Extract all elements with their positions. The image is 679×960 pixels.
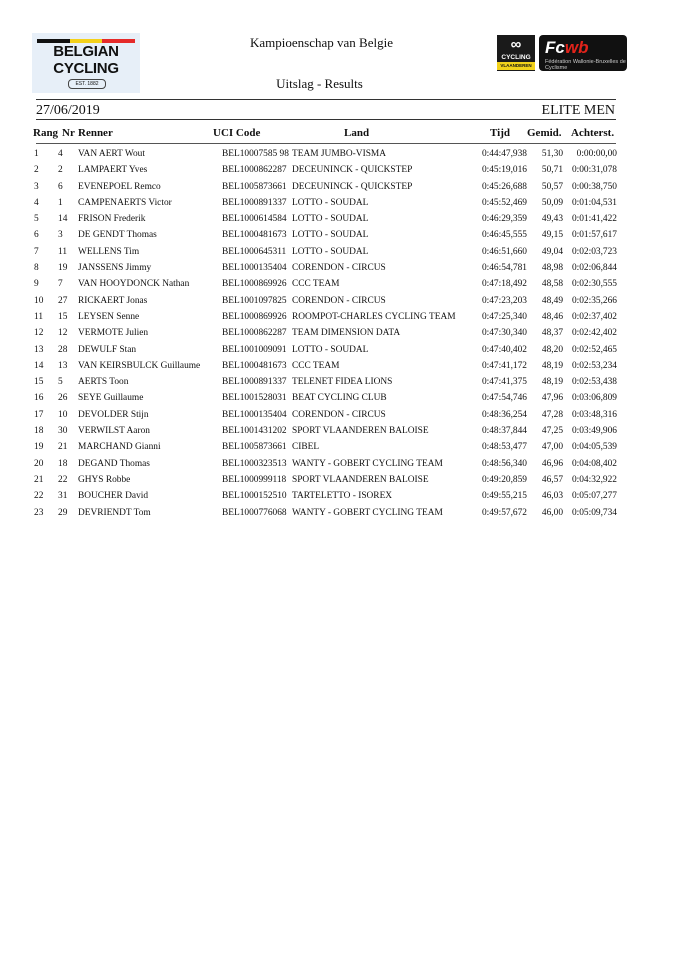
cell-uci-code: BEL1000891337 bbox=[222, 377, 287, 388]
cell-tijd: 0:45:26,688 bbox=[481, 181, 527, 192]
table-row bbox=[0, 374, 679, 390]
cell-achterst: 0:02:42,402 bbox=[571, 328, 617, 339]
cell-achterst: 0:00:31,078 bbox=[571, 165, 617, 176]
cell-rang: 10 bbox=[34, 295, 44, 306]
cell-nr: 30 bbox=[58, 426, 68, 437]
cell-rang: 21 bbox=[34, 474, 44, 485]
cell-achterst: 0:01:04,531 bbox=[571, 197, 617, 208]
cell-team: DECEUNINCK - QUICKSTEP bbox=[292, 181, 413, 192]
cell-renner: FRISON Frederik bbox=[78, 214, 146, 225]
cell-nr: 13 bbox=[58, 360, 68, 371]
cell-achterst: 0:02:35,266 bbox=[571, 295, 617, 306]
cell-renner: VERWILST Aaron bbox=[78, 426, 150, 437]
cell-renner: VAN HOOYDONCK Nathan bbox=[78, 279, 190, 290]
cell-uci-code: BEL1000481673 bbox=[222, 230, 287, 241]
table-row bbox=[0, 146, 679, 162]
col-gemid: Gemid. bbox=[527, 127, 562, 139]
race-date: 27/06/2019 bbox=[36, 103, 100, 118]
cell-nr: 18 bbox=[58, 458, 68, 469]
cell-achterst: 0:02:37,402 bbox=[571, 311, 617, 322]
col-nr: Nr bbox=[62, 127, 75, 139]
table-row bbox=[0, 227, 679, 243]
cell-tijd: 0:47:41,375 bbox=[481, 377, 527, 388]
header-rule-bottom bbox=[36, 119, 616, 120]
cell-nr: 2 bbox=[58, 165, 63, 176]
table-row bbox=[0, 342, 679, 358]
cell-achterst: 0:05:07,277 bbox=[571, 491, 617, 502]
cell-nr: 19 bbox=[58, 263, 68, 274]
cell-achterst: 0:02:06,844 bbox=[571, 263, 617, 274]
logo-est-badge: EST. 1882 bbox=[68, 79, 106, 89]
cell-team: CORENDON - CIRCUS bbox=[292, 263, 386, 274]
cell-achterst: 0:04:05,539 bbox=[571, 442, 617, 453]
race-category: ELITE MEN bbox=[541, 103, 615, 118]
cell-team: TELENET FIDEA LIONS bbox=[292, 377, 393, 388]
cell-nr: 11 bbox=[58, 246, 68, 257]
cell-achterst: 0:02:30,555 bbox=[571, 279, 617, 290]
col-tijd: Tijd bbox=[490, 127, 510, 139]
cell-gemid: 48,98 bbox=[541, 263, 563, 274]
fcwb-wb: wb bbox=[564, 38, 589, 57]
table-row bbox=[0, 195, 679, 211]
cell-uci-code: BEL1000891337 bbox=[222, 197, 287, 208]
table-row bbox=[0, 505, 679, 521]
cell-tijd: 0:45:52,469 bbox=[481, 197, 527, 208]
cell-nr: 26 bbox=[58, 393, 68, 404]
cell-rang: 20 bbox=[34, 458, 44, 469]
cell-nr: 15 bbox=[58, 311, 68, 322]
cell-gemid: 51,30 bbox=[541, 149, 563, 159]
cell-tijd: 0:49:57,672 bbox=[481, 507, 527, 518]
cell-nr: 12 bbox=[58, 328, 68, 339]
cell-gemid: 47,00 bbox=[541, 442, 563, 453]
cell-achterst: 0:01:41,422 bbox=[571, 214, 617, 225]
cell-renner: BOUCHER David bbox=[78, 491, 149, 502]
cell-gemid: 49,04 bbox=[541, 246, 563, 257]
cell-uci-code: BEL1000645311 bbox=[222, 246, 287, 257]
cell-gemid: 48,20 bbox=[541, 344, 563, 355]
cell-uci-code: BEL1001528031 bbox=[222, 393, 287, 404]
table-row bbox=[0, 456, 679, 472]
col-renner: Renner bbox=[78, 127, 113, 139]
results-subtitle: Uitslag - Results bbox=[276, 76, 363, 91]
cell-uci-code: BEL1000862287 bbox=[222, 165, 287, 176]
championship-title: Kampioenschap van Belgie bbox=[250, 35, 393, 50]
cell-rang: 22 bbox=[34, 491, 44, 502]
cell-gemid: 48,19 bbox=[541, 360, 563, 371]
cell-renner: GHYS Robbe bbox=[78, 474, 131, 485]
cell-renner: DEGAND Thomas bbox=[78, 458, 150, 469]
cell-achterst: 0:02:53,234 bbox=[571, 360, 617, 371]
cell-tijd: 0:48:37,844 bbox=[481, 426, 527, 437]
table-row bbox=[0, 162, 679, 178]
cell-renner: VAN AERT Wout bbox=[78, 149, 145, 159]
cell-team: TEAM DIMENSION DATA bbox=[292, 328, 401, 339]
cell-achterst: 0:04:32,922 bbox=[571, 474, 617, 485]
table-row bbox=[0, 211, 679, 227]
cell-gemid: 46,00 bbox=[541, 507, 563, 518]
cell-gemid: 50,71 bbox=[541, 165, 563, 176]
col-achterst: Achterst. bbox=[571, 127, 615, 139]
cell-rang: 12 bbox=[34, 328, 44, 339]
table-row bbox=[0, 423, 679, 439]
cell-uci-code: BEL1001009091 bbox=[222, 344, 287, 355]
cell-team: LOTTO - SOUDAL bbox=[292, 197, 369, 208]
cell-rang: 9 bbox=[34, 279, 39, 290]
cell-team: CORENDON - CIRCUS bbox=[292, 295, 386, 306]
fcwb-fc: Fc bbox=[545, 38, 565, 57]
logo-line-1: BELGIAN bbox=[53, 43, 119, 60]
cell-nr: 10 bbox=[58, 409, 68, 420]
cell-rang: 6 bbox=[34, 230, 39, 241]
cell-team: SPORT VLAANDEREN BALOISE bbox=[292, 426, 429, 437]
cell-tijd: 0:45:19,016 bbox=[481, 165, 527, 176]
cell-gemid: 50,57 bbox=[541, 181, 563, 192]
cell-nr: 7 bbox=[58, 279, 63, 290]
cell-uci-code: BEL1001097825 bbox=[222, 295, 287, 306]
cell-achterst: 0:02:53,438 bbox=[571, 377, 617, 388]
cell-nr: 6 bbox=[58, 181, 63, 192]
cell-renner: SEYE Guillaume bbox=[78, 393, 144, 404]
cell-renner: JANSSENS Jimmy bbox=[78, 263, 152, 274]
fcwb-subtitle: Fédération Wallonie-Bruxelles de Cyclisme bbox=[545, 59, 626, 71]
cell-tijd: 0:47:54,746 bbox=[481, 393, 527, 404]
cell-achterst: 0:04:08,402 bbox=[571, 458, 617, 469]
cell-team: DECEUNINCK - QUICKSTEP bbox=[292, 165, 413, 176]
cell-uci-code: BEL1000481673 bbox=[222, 360, 287, 371]
cell-renner: MARCHAND Gianni bbox=[78, 442, 161, 453]
cell-achterst: 0:03:48,316 bbox=[571, 409, 617, 420]
table-row bbox=[0, 179, 679, 195]
table-row bbox=[0, 407, 679, 423]
cell-achterst: 0:02:52,465 bbox=[571, 344, 617, 355]
cell-uci-code: BEL1000135404 bbox=[222, 409, 287, 420]
cv-logo-line-1: CYCLING bbox=[501, 54, 531, 61]
cell-tijd: 0:46:54,781 bbox=[481, 263, 527, 274]
cell-nr: 27 bbox=[58, 295, 68, 306]
cell-team: LOTTO - SOUDAL bbox=[292, 246, 369, 257]
cell-team: WANTY - GOBERT CYCLING TEAM bbox=[292, 507, 443, 518]
cell-uci-code: BEL1005873661 bbox=[222, 181, 287, 192]
cell-rang: 14 bbox=[34, 360, 44, 371]
cell-nr: 31 bbox=[58, 491, 68, 502]
cell-nr: 5 bbox=[58, 377, 63, 388]
cycling-vlaanderen-logo bbox=[497, 35, 535, 71]
cell-uci-code: BEL1000776068 bbox=[222, 507, 287, 518]
cell-tijd: 0:48:36,254 bbox=[481, 409, 527, 420]
cell-rang: 3 bbox=[34, 181, 39, 192]
table-row bbox=[0, 276, 679, 292]
cell-gemid: 47,25 bbox=[541, 426, 563, 437]
cell-nr: 29 bbox=[58, 507, 68, 518]
cell-rang: 8 bbox=[34, 263, 39, 274]
cell-rang: 19 bbox=[34, 442, 44, 453]
cell-uci-code: BEL1000152510 bbox=[222, 491, 287, 502]
cell-team: LOTTO - SOUDAL bbox=[292, 214, 369, 225]
cell-uci-code: BEL1000135404 bbox=[222, 263, 287, 274]
cell-gemid: 47,28 bbox=[541, 409, 563, 420]
cell-renner: EVENEPOEL Remco bbox=[78, 181, 161, 192]
cell-tijd: 0:47:40,402 bbox=[481, 344, 527, 355]
cell-team: SPORT VLAANDEREN BALOISE bbox=[292, 474, 429, 485]
cell-gemid: 48,19 bbox=[541, 377, 563, 388]
cell-gemid: 46,57 bbox=[541, 474, 563, 485]
cell-tijd: 0:47:25,340 bbox=[481, 311, 527, 322]
cell-renner: VAN KEIRSBULCK Guillaume bbox=[78, 360, 201, 371]
cell-gemid: 49,43 bbox=[541, 214, 563, 225]
cell-gemid: 48,58 bbox=[541, 279, 563, 290]
col-uci-code: UCI Code bbox=[213, 127, 261, 139]
cell-nr: 28 bbox=[58, 344, 68, 355]
cell-rang: 2 bbox=[34, 165, 39, 176]
cell-team: LOTTO - SOUDAL bbox=[292, 344, 369, 355]
table-row bbox=[0, 439, 679, 455]
cell-team: BEAT CYCLING CLUB bbox=[292, 393, 387, 404]
cell-rang: 1 bbox=[34, 149, 39, 159]
cell-team: CORENDON - CIRCUS bbox=[292, 409, 386, 420]
cell-achterst: 0:02:03,723 bbox=[571, 246, 617, 257]
cell-tijd: 0:47:41,172 bbox=[481, 360, 527, 371]
cell-gemid: 47,96 bbox=[541, 393, 563, 404]
cell-achterst: 0:03:49,906 bbox=[571, 426, 617, 437]
cell-team: TEAM JUMBO-VISMA bbox=[292, 149, 387, 159]
cell-achterst: 0:01:57,617 bbox=[571, 230, 617, 241]
table-row bbox=[0, 390, 679, 406]
cell-tijd: 0:48:56,340 bbox=[481, 458, 527, 469]
cell-gemid: 49,15 bbox=[541, 230, 563, 241]
cell-rang: 7 bbox=[34, 246, 39, 257]
cell-achterst: 0:00:00,00 bbox=[576, 149, 617, 159]
cell-renner: AERTS Toon bbox=[78, 377, 129, 388]
cell-rang: 16 bbox=[34, 393, 44, 404]
cell-renner: CAMPENAERTS Victor bbox=[78, 197, 172, 208]
cell-tijd: 0:49:55,215 bbox=[481, 491, 527, 502]
cell-tijd: 0:49:20,859 bbox=[481, 474, 527, 485]
cv-logo-line-2: VLAANDEREN bbox=[497, 62, 535, 70]
cell-team: TARTELETTO - ISOREX bbox=[292, 491, 393, 502]
cell-achterst: 0:03:06,809 bbox=[571, 393, 617, 404]
cell-renner: RICKAERT Jonas bbox=[78, 295, 148, 306]
col-land: Land bbox=[344, 127, 370, 139]
table-row bbox=[0, 358, 679, 374]
table-row bbox=[0, 244, 679, 260]
table-row bbox=[0, 488, 679, 504]
cell-gemid: 48,37 bbox=[541, 328, 563, 339]
cell-renner: LEYSEN Senne bbox=[78, 311, 140, 322]
cell-rang: 11 bbox=[34, 311, 44, 322]
cell-rang: 17 bbox=[34, 409, 44, 420]
cell-nr: 3 bbox=[58, 230, 63, 241]
cell-uci-code: BEL1000614584 bbox=[222, 214, 287, 225]
cell-tijd: 0:44:47,938 bbox=[481, 149, 527, 159]
infinity-icon: ∞ bbox=[510, 36, 522, 53]
cell-nr: 1 bbox=[58, 197, 63, 208]
cell-gemid: 50,09 bbox=[541, 197, 563, 208]
cell-tijd: 0:46:29,359 bbox=[481, 214, 527, 225]
cell-achterst: 0:00:38,750 bbox=[571, 181, 617, 192]
column-header-rule bbox=[36, 143, 616, 144]
cell-team: LOTTO - SOUDAL bbox=[292, 230, 369, 241]
cell-renner: WELLENS Tim bbox=[78, 246, 140, 257]
cell-renner: DE GENDT Thomas bbox=[78, 230, 157, 241]
cell-tijd: 0:47:30,340 bbox=[481, 328, 527, 339]
cell-gemid: 46,03 bbox=[541, 491, 563, 502]
cell-nr: 22 bbox=[58, 474, 68, 485]
cell-renner: DEVOLDER Stijn bbox=[78, 409, 149, 420]
logo-line-2: CYCLING bbox=[53, 60, 119, 77]
cell-tijd: 0:47:23,203 bbox=[481, 295, 527, 306]
cell-gemid: 46,96 bbox=[541, 458, 563, 469]
cell-renner: LAMPAERT Yves bbox=[78, 165, 148, 176]
table-row bbox=[0, 325, 679, 341]
cell-nr: 4 bbox=[58, 149, 63, 159]
cell-uci-code: BEL1000323513 bbox=[222, 458, 287, 469]
cell-uci-code: BEL1000869926 bbox=[222, 279, 287, 290]
col-rang: Rang bbox=[33, 127, 59, 139]
cell-renner: VERMOTE Julien bbox=[78, 328, 149, 339]
cell-nr: 14 bbox=[58, 214, 68, 225]
cell-tijd: 0:46:45,555 bbox=[481, 230, 527, 241]
cell-team: CIBEL bbox=[292, 442, 320, 453]
cell-uci-code: BEL1005873661 bbox=[222, 442, 287, 453]
cell-rang: 18 bbox=[34, 426, 44, 437]
table-row bbox=[0, 293, 679, 309]
cell-renner: DEWULF Stan bbox=[78, 344, 137, 355]
cell-rang: 4 bbox=[34, 197, 39, 208]
cell-rang: 5 bbox=[34, 214, 39, 225]
cell-tijd: 0:46:51,660 bbox=[481, 246, 527, 257]
cell-tijd: 0:47:18,492 bbox=[481, 279, 527, 290]
cell-team: WANTY - GOBERT CYCLING TEAM bbox=[292, 458, 443, 469]
cell-team: CCC TEAM bbox=[292, 360, 340, 371]
cell-uci-code: BEL1000999118 bbox=[222, 474, 287, 485]
cell-achterst: 0:05:09,734 bbox=[571, 507, 617, 518]
table-row bbox=[0, 309, 679, 325]
fcwb-logo bbox=[539, 35, 627, 71]
cell-uci-code: BEL1001431202 bbox=[222, 426, 287, 437]
cell-uci-code: BEL1000869926 bbox=[222, 311, 287, 322]
table-row bbox=[0, 472, 679, 488]
cell-rang: 13 bbox=[34, 344, 44, 355]
header-rule-top bbox=[36, 99, 616, 100]
cell-team: CCC TEAM bbox=[292, 279, 340, 290]
cell-uci-code: BEL10007585 98 bbox=[222, 149, 289, 159]
table-row bbox=[0, 260, 679, 276]
fcwb-wordmark bbox=[545, 38, 588, 58]
cell-gemid: 48,46 bbox=[541, 311, 563, 322]
cell-uci-code: BEL1000862287 bbox=[222, 328, 287, 339]
cell-rang: 23 bbox=[34, 507, 44, 518]
cell-nr: 21 bbox=[58, 442, 68, 453]
cell-tijd: 0:48:53,477 bbox=[481, 442, 527, 453]
cell-team: ROOMPOT-CHARLES CYCLING TEAM bbox=[292, 311, 456, 322]
cell-gemid: 48,49 bbox=[541, 295, 563, 306]
cell-rang: 15 bbox=[34, 377, 44, 388]
cell-renner: DEVRIENDT Tom bbox=[78, 507, 151, 518]
results-table bbox=[0, 146, 679, 521]
